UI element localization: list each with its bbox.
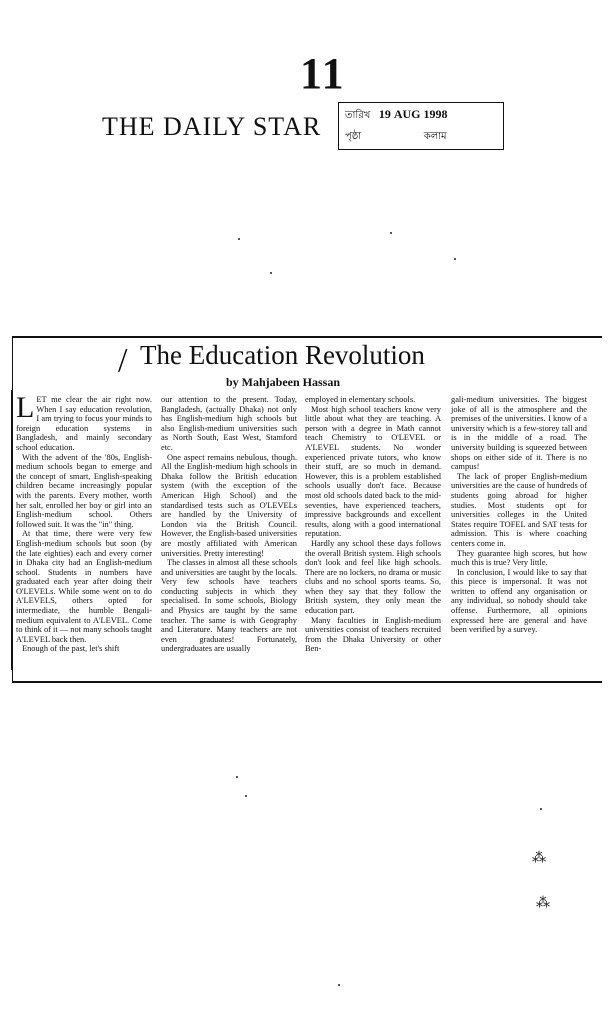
masthead: THE DAILY STAR: [102, 112, 322, 141]
paragraph: One aspect remains nebulous, though. All the English-medium high schools in Dhaka follow the British education system (with the exception of the American High School) and the standardised tests such as O'LEVELs are handled by the University of London via the British Council. However, the English-based universities are mostly affiliated with American universities. Pretty interesting!: [161, 452, 297, 558]
column-divider: [11, 390, 12, 670]
paragraph: Many faculties in English-medium universities consist of teachers recruited from the Dhaka University or other Ben-: [305, 615, 441, 654]
paragraph: The classes in almost all these schools and universities are taught by the locals. Very few schools have teachers conducting subjects in which they specialised. In some schools, Biology and Physics are taught by the same teacher. The same is with Geography and Literature. Many teachers are not even graduates! Fortunately, undergraduates are usually: [161, 558, 297, 654]
paragraph: employed in elementary schools.: [305, 395, 416, 404]
handwritten-mark: 11: [300, 49, 346, 98]
paragraph: The lack of proper English-medium universities are the cause of hundreds of students going abroad for higher studies. Most students opt for universities colleges in the United States require TOFEL and SAT tests for admission. This is where coaching centers come in.: [451, 471, 587, 548]
scan-blemish: ⁂: [532, 851, 546, 866]
scan-speck: [236, 776, 238, 778]
scan-speck: [390, 232, 392, 234]
bottom-rule: [12, 681, 602, 683]
article-column-3: [305, 395, 441, 654]
paragraph: In conclusion, I would like to say that this piece is impersonal. It was not written to offend any organisation or any individual, so nobody should take offense. Furthermore, all opinions expressed here are general and have been verified by a survey.: [451, 567, 587, 635]
paragraph: Enough of the past, let's shift: [22, 644, 120, 654]
stamp-page-row: [345, 129, 447, 146]
paragraph: At that time, there were very few English-medium schools but soon (by the late eighties) each and every corner in Dhaka city had an English-medium school. Students in numbers have graduated each year after doing their O'LEVELs. While some went on to do A'LEVELS, others opted for intermediate, the humble Bengali-medium equivalent to A'LEVEL. Come to think of it — not many schools taught A'LEVEL back then.: [16, 529, 152, 644]
paragraph: Hardly any school these days follows the overall British system. High schools don't look and feel like high schools. There are no lockers, no drama or music clubs and no school sports teams. So, when they say that they follow the British system, they only mean the education part.: [305, 538, 441, 616]
scan-speck: [454, 258, 456, 260]
article-title: The Education Revolution: [140, 340, 425, 370]
drop-cap: L: [16, 391, 35, 424]
top-rule: [12, 336, 602, 338]
scan-speck: [245, 795, 247, 797]
paragraph: With the advent of the '80s, English-medium schools began to emerge and the concept of smart, English-speaking children became increasingly popular with the parents. Every mother, worth her salt, enrolled her boy or girl into an English-medium school. Others followed suit. It was the "in" thing.: [16, 452, 152, 529]
scan-speck: [270, 272, 272, 274]
stamp-date-value: 19 AUG 1998: [378, 107, 448, 121]
stamp-date-row: [345, 107, 448, 125]
scan-speck: [238, 238, 240, 240]
left-rule: [12, 336, 13, 682]
article-column-4: [451, 395, 587, 635]
paragraph: gali-medium universities. The biggest joke of all is the atmosphere and the premises of the universities. I know of a university which is a few-storey tall and is in the middle of a road. The university building is squeezed between shops on either side of it. There is no campus!: [451, 395, 587, 472]
paragraph: our attention to the present. Today, Bangladesh, (actually Dhaka) not only has English-medium high schools but also English-medium universities such as North South, East West, Stamford etc.: [161, 395, 297, 452]
article-column-2: [161, 395, 297, 654]
paragraph: Most high school teachers know very little about what they are teaching. A person with a degree in Math cannot teach Chemistry to O'LEVEL or A'LEVEL students. No wonder experienced private tutors, who know their stuff, are so much in demand. However, this is a problem established schools usually don't face. Because most old schools dated back to the mid-seventies, have experienced teachers, impressive backgrounds and excellent results, along with a good international reputation.: [305, 404, 441, 539]
scan-blemish: ⁂: [536, 896, 550, 911]
scan-speck: [540, 808, 542, 810]
title-slash-mark: /: [118, 342, 128, 379]
paragraph: They guarantee high scores, but how much this is true? Very little.: [451, 548, 587, 568]
scan-speck: [338, 984, 340, 986]
article-column-1: [16, 391, 152, 654]
stamp-date-label: তারিখ: [345, 110, 371, 121]
stamp-page-label: পৃষ্ঠা: [345, 131, 362, 142]
stamp-column-label: কলাম: [423, 131, 447, 142]
archive-stamp: [338, 102, 504, 150]
article-byline: by Mahjabeen Hassan: [226, 375, 341, 389]
paragraph: ET me clear the air right now. When I say education revolution, I am trying to focus your minds to foreign education systems in Bangladesh, and mainly secondary school education.: [16, 395, 152, 452]
